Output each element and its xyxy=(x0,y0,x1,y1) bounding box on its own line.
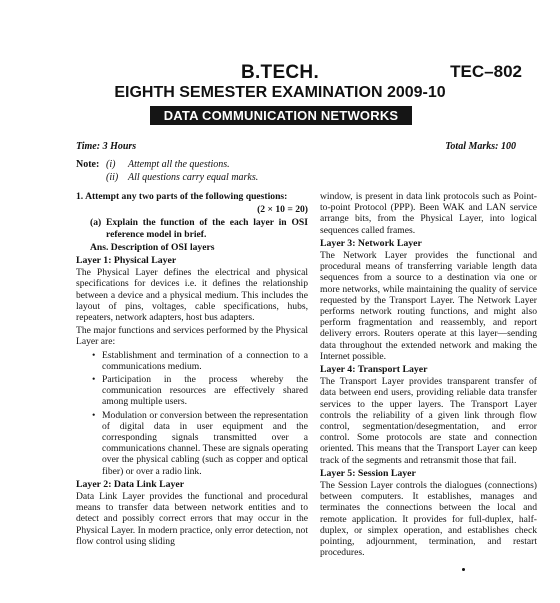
paper-code: TEC–802 xyxy=(450,62,522,81)
layer1-paragraph-1: The Physical Layer defines the electrical and physical specifications for devices i.e. it defines the relationship between a device and a physical medium. This includes the layout of pins, voltages, cable specifications, hubs, repeaters, network adapters, host bus adapters. xyxy=(76,267,308,324)
layer5-paragraph-1: The Session Layer controls the dialogues (connections) between computers. It establishes, manages and terminates the connections between the local and remote application. It provides for full-duplex, half-duplex, or simplex operation, and establishes check pointing, adjournment, termination, and restart procedures. xyxy=(320,480,537,559)
layer4-heading: Layer 4: Transport Layer xyxy=(320,364,428,376)
total-marks: Total Marks: 100 xyxy=(445,141,516,152)
left-column xyxy=(76,191,308,549)
page-mark xyxy=(462,568,465,571)
time-allowed: Time: 3 Hours xyxy=(76,141,137,152)
layer5-heading: Layer 5: Session Layer xyxy=(320,467,416,479)
note-text-2: All questions carry equal marks. xyxy=(128,172,259,183)
note-num-1: (i) xyxy=(106,159,116,170)
subject-banner: DATA COMMUNICATION NETWORKS xyxy=(150,106,412,125)
right-column xyxy=(320,191,537,561)
exam-title: EIGHTH SEMESTER EXAMINATION 2009-10 xyxy=(114,84,446,101)
note-text-1: Attempt all the questions. xyxy=(128,159,230,170)
layer2-heading: Layer 2: Data Link Layer xyxy=(76,478,185,490)
degree-title: B.TECH. xyxy=(240,62,320,83)
note-line-1 xyxy=(76,158,258,171)
layer1-paragraph-2: The major functions and services performed by the Physical Layer are: xyxy=(76,325,308,348)
note-num-2: (ii) xyxy=(106,172,119,183)
list-item: • Establishment and termination of a connection to a communications medium. xyxy=(90,350,308,372)
layer4-paragraph-1: The Transport Layer provides transparent transfer of data between end users, providing reliable data transfer services to the upper layers. The Transport Layer controls the reliability of a given link through flow control, segmentation/desegmentation, and error control. Some protocols are state and connection oriented. This means that the Transport Layer can keep track of the segments and retransmit those that fail. xyxy=(320,376,537,466)
question-1a: (a) Explain the function of the each layer in OSI reference model in brief. xyxy=(90,217,308,240)
layer3-heading: Layer 3: Network Layer xyxy=(320,237,422,249)
layer2-paragraph-1-cont: window, is present in data link protocols such as Point-to-point Protocol (PPP). Been WAK and LAN service arrange bits, from the Physical Layer, into logical sequences called frames. xyxy=(320,191,537,236)
answer-heading: Ans. Description of OSI layers xyxy=(90,241,215,253)
note-label: Note: xyxy=(76,159,100,170)
question-1-marks: (2 × 10 = 20) xyxy=(257,204,308,216)
question-1: 1. Attempt any two parts of the following questions: xyxy=(76,191,288,202)
layer2-paragraph-1: Data Link Layer provides the functional and procedural means to transfer data between network entities and to detect and possibly correct errors that may occur in the Physical Layer. In modern practice, only error detection, not flow control using sliding xyxy=(76,491,308,547)
layer1-heading: Layer 1: Physical Layer xyxy=(76,255,177,267)
layer3-paragraph-1: The Network Layer provides the functional and procedural means of transferring variable length data sequences from a source to a destination via one or more networks, while maintaining the quality of service requested by the Transport Layer. The Network Layer performs network routing functions, and might also perform fragmentation and reassembly, and report delivery errors. Routers operate at this layer—sending data throughout the extended network and making the Internet possible. xyxy=(320,250,537,362)
note-line-2 xyxy=(76,171,258,184)
list-item: • Modulation or conversion between the representation of digital data in user equipment and the corresponding signals transmitted over a communications channel. These are signals operating over the physical cabling (such as copper and optical fiber) or over a radio link. xyxy=(90,410,308,477)
instructions-note xyxy=(76,158,258,184)
layer1-bullets xyxy=(76,350,308,477)
list-item: • Participation in the process whereby the communication resources are effectively shared among multiple users. xyxy=(90,374,308,408)
